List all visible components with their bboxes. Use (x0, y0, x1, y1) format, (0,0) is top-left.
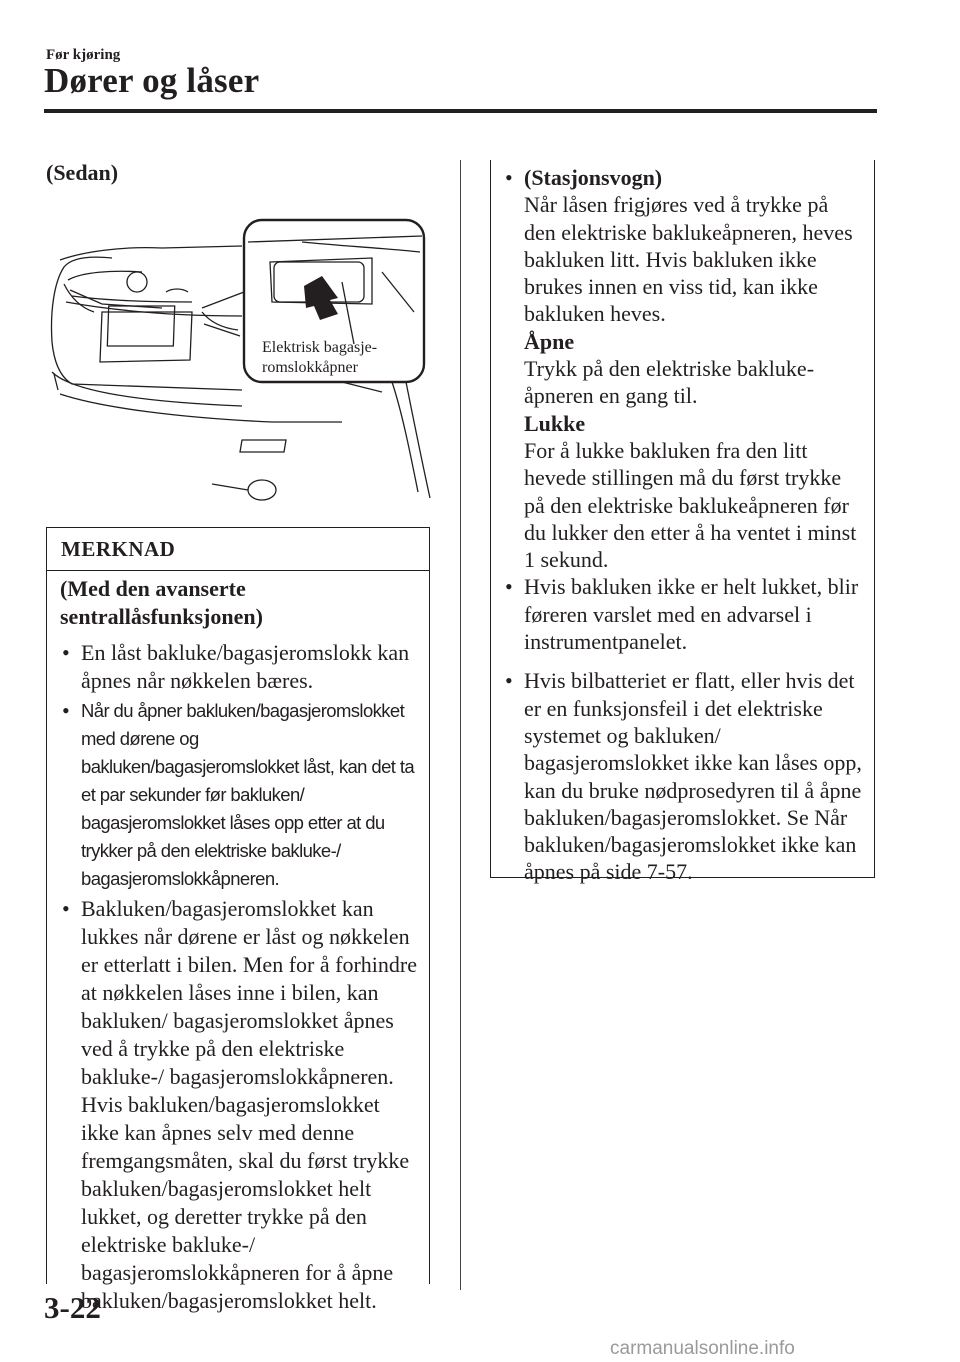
section-label: Før kjøring (46, 47, 121, 63)
note-bullet-text-small: Når du åpner bakluken/bagasjeromslokket med dørene og bakluken/bagasjeromslokket låst, kan det ta et par sekunder før bakluken/ bagasjeromslokket låses opp etter at du trykker på den elektriske bakluke-/ bagasjeromslokkåpneren. (81, 700, 415, 889)
note-bullet (60, 639, 419, 695)
page-title: Dører og låser (44, 61, 260, 100)
note-bullet (60, 895, 419, 1315)
open-label: Åpne (524, 328, 575, 354)
watermark: carmanualsonline.info (610, 1338, 795, 1359)
bullet-dot: • (505, 668, 513, 694)
wagon-text: Når låsen frigjøres ved å trykke på den elektriske baklukeåpneren, heves bakluken litt. Hvis bakluken ikke brukes innen en viss tid, kan ikke bakluken heves. (524, 192, 853, 327)
note-subheading-line1: (Med den avanserte (60, 576, 246, 601)
wagon-bullet (503, 164, 864, 573)
note-subheading (60, 575, 419, 631)
note-bullet (60, 697, 419, 893)
figure-caption-line2: romslokkåpner (262, 359, 358, 376)
right-column-box (490, 160, 875, 885)
column-divider (460, 160, 461, 1290)
close-text: For å lukke bakluken fra den litt hevede stillingen må du først trykke på den elektriske baklukeåpneren før du lukker den etter å ha ventet i minst 1 sekund. (524, 437, 857, 573)
bullet-dot: • (505, 165, 513, 190)
bullet-dot: • (62, 698, 70, 723)
bullet-dot: • (62, 640, 70, 665)
sedan-trunk-opener-illustration (42, 212, 434, 502)
bullet-dot: • (505, 574, 513, 600)
note-body (47, 571, 429, 1315)
note-heading: MERKNAD (47, 528, 429, 571)
spacer (503, 655, 864, 667)
open-text: Trykk på den elektriske baklukeåpneren en gang til. (524, 356, 815, 409)
note-subheading-line2: sentrallåsfunksjonen) (60, 604, 263, 629)
battery-text: Hvis bilbatteriet er flatt, eller hvis det er en funksjonsfeil i det elektriske systemet og bakluken/ bagasjeromslokket ikke kan låses opp, kan du bruke nødprosedyren til å åpne bakluken/bagasjeromslokket. Se Når bakluken/bagasjeromslokket ikke kan åpnes på side 7-57. (524, 668, 862, 885)
title-rule (44, 109, 877, 113)
note-bullet-text: En låst bakluke/bagasjeromslokk kan åpnes når nøkkelen bæres. (81, 640, 410, 693)
close-label: Lukke (524, 410, 586, 436)
bullet-dot: • (62, 896, 70, 921)
sedan-heading: (Sedan) (46, 160, 119, 185)
wagon-title: (Stasjonsvogn) (524, 165, 663, 190)
note-bullet-text: Bakluken/bagasjeromslokket kan lukkes når dørene er låst og nøkkelen er etterlatt i bilen. Men for å forhindre at nøkkelen låses inne i bilen, kan bakluken/ bagasjeromslokket åpnes ved å trykke på den elektriske bakluke-/ bagasjeromslokkåpneren. Hvis bakluken/bagasjeromslokket ikke kan åpnes selv med denne fremgangsmåten, skal du først trykke bakluken/bagasjeromslokket helt lukket, og deretter trykke på den elektriske bakluke-/ bagasjeromslokkåpneren for å åpne bakluken/bagasjeromslokket helt. (81, 896, 417, 1313)
warning-text: Hvis bakluken ikke er helt lukket, blir føreren varslet med en advarsel i instrumentpanelet. (524, 574, 859, 655)
figure-caption-line1: Elektrisk bagasje- (262, 339, 378, 356)
battery-bullet (503, 667, 864, 885)
warning-bullet (503, 573, 864, 655)
page-number: 3-22 (44, 1290, 101, 1325)
